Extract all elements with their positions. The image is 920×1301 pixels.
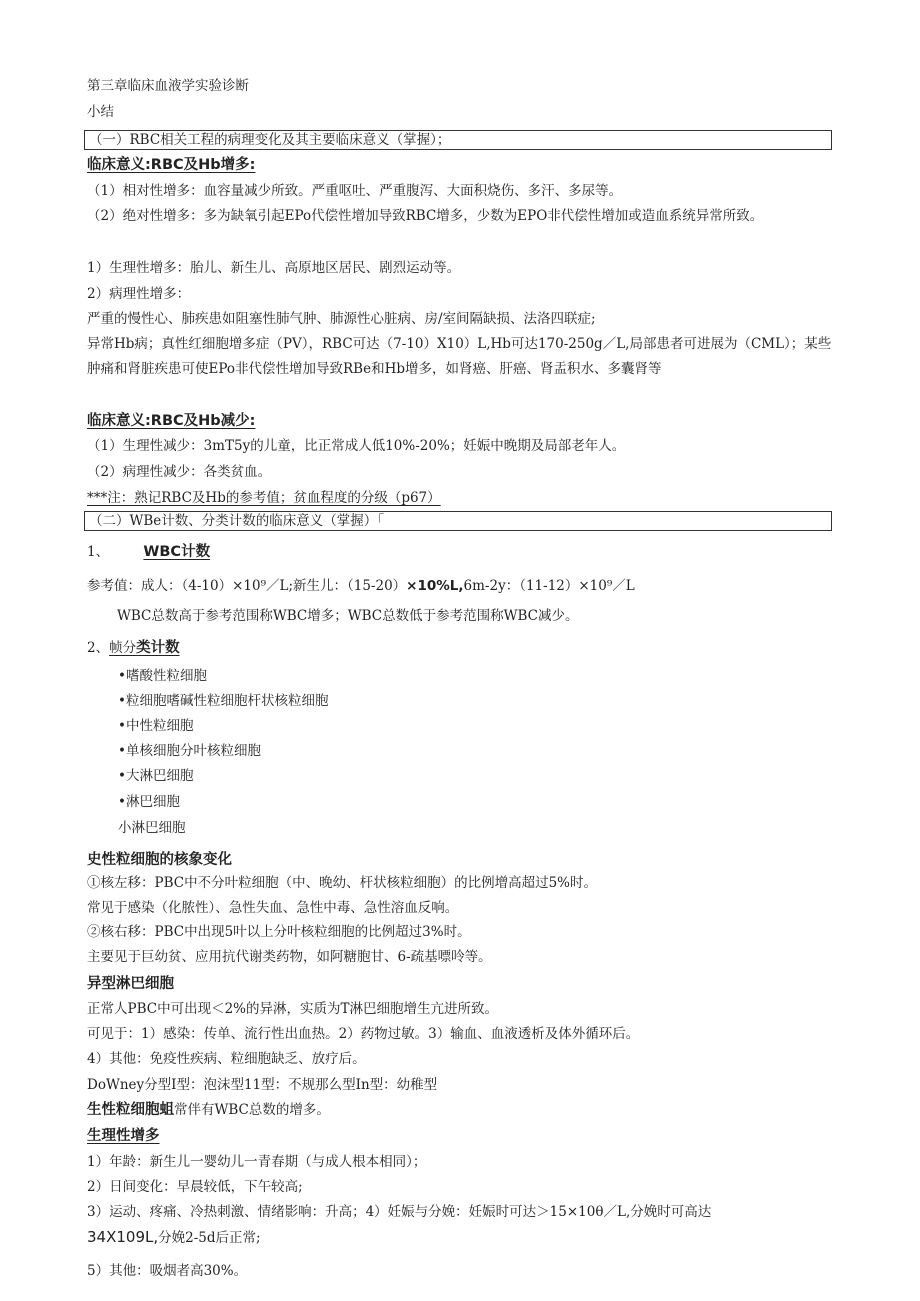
rbc-decrease-heading: 临床意义:RBC及Hb减少:	[87, 413, 256, 429]
ref-values-part-c: 6m-2y：（11-12）×10⁹／L	[463, 578, 635, 594]
atyp-line-3: 4）其他：免疫性疾病、粒细胞缺乏、放疗后。	[87, 1051, 366, 1067]
rbc-inc-line-5: 严重的慢性心、肺疾患如阻塞性肺气肿、肺源性心脏病、房/室间隔缺损、法洛四联症;	[87, 311, 596, 327]
phys-line-5: 5）其他：吸烟者高30%。	[87, 1263, 248, 1279]
rbc-dec-line-1: （1）生理性减少：3mT5y的儿童，比正常成人低10%-20%；妊娠中晚期及局部老年人。	[87, 438, 626, 454]
cell-item-7: 小淋巴细胞	[118, 820, 186, 836]
phys-line-1: 1）年龄：新生儿一婴幼儿一青春期（与成人根本相同）；	[87, 1154, 427, 1170]
diff-count-heading-row	[87, 639, 180, 657]
wbc-count-heading: WBC计数	[143, 544, 211, 560]
neutrophil-row	[87, 1101, 330, 1119]
wbc-reference-values	[87, 577, 635, 595]
diff-count-heading-a: 帧分	[109, 640, 137, 656]
cell-item-5: •大淋巴细胞	[118, 768, 194, 784]
wbc-count-heading-row	[87, 543, 210, 561]
phys-line-3: 3）运动、疼痛、冷热刺激、情绪影响：升高；4）妊娠与分娩：妊娠时可达＞15×10θ／L,分娩时可高达	[87, 1204, 712, 1220]
section2-box-text: （二）WBe计数、分类计数的临床意义（掌握）「	[89, 513, 385, 529]
ref-values-part-a: 参考值：成人：（4-10）×10⁹／L;新生儿：（15-20）	[87, 578, 407, 594]
neutrophil-heading: 生性粒细胞蛆	[87, 1102, 174, 1118]
diff-count-heading-b: 类计数	[136, 640, 180, 656]
shift-line-4: 主要见于巨幼贫、应用抗代谢类药物，如阿糖胞甘、6-疏基嘌呤等。	[87, 949, 492, 965]
phys-line-2: 2）日间变化：早晨较低，下午较高;	[87, 1179, 303, 1195]
atyp-line-4: DoWney分型Ⅰ型：泡沫型11型：不规那么型In型：幼稚型	[87, 1077, 438, 1093]
rbc-dec-line-2: （2）病理性减少：各类贫血。	[87, 464, 272, 480]
shift-line-1: ①核左移：PBC中不分叶粒细胞（中、晚幼、杆状核粒细胞）的比例增高超过5%时。	[87, 875, 597, 891]
neutrophil-text: 常伴有WBC总数的增多。	[174, 1102, 330, 1118]
phys-cont-text: 分娩2-5d后正常;	[158, 1230, 261, 1246]
rbc-inc-line-6: 异常Hb病；真性红细胞增多症（PV），RBC可达（7-10）X10）L,Hb可达170-250g／L,局部患者可进展为（CML）；某些肿痛和肾脏疾患可使EPo非代偿性增加导致RBe和Hb增多，如肾癌、肝癌、肾盂积水、多囊肾等	[87, 336, 832, 377]
cell-item-2: •粒细胞嗜碱性粒细胞杆状核粒细胞	[118, 693, 329, 709]
phys-cont-value: 34X109L,	[87, 1228, 159, 1246]
atyp-line-1: 正常人PBC中可出现＜2%的异淋，实质为T淋巴细胞增生亢进所致。	[87, 1001, 499, 1017]
diff-count-number: 2、	[87, 640, 110, 656]
wbc-count-number: 1、	[87, 544, 110, 560]
phys-line-3-cont	[87, 1228, 261, 1247]
cell-item-1: •嗜酸性粒细胞	[118, 668, 207, 684]
section1-box-text: （一）RBC相关工程的病理变化及其主要临床意义（掌握）；	[89, 132, 451, 148]
shift-line-2: 常见于感染（化脓性）、急性失血、急性中毒、急性溶血反响。	[87, 900, 459, 916]
rbc-inc-line-2: （2）绝对性增多：多为缺氧引起EPo代偿性增加导致RBC增多，少数为EPO非代偿性增加或造血系统异常所致。	[87, 208, 764, 224]
atypical-lymph-heading: 异型淋巴细胞	[87, 976, 174, 992]
nuclear-shift-heading: 史性粒细胞的核象变化	[87, 852, 232, 868]
rbc-inc-line-1: （1）相对性增多：血容量减少所致。严重呕吐、严重腹泻、大面积烧伤、多汗、多尿等。	[87, 183, 623, 199]
cell-item-3: •中性粒细胞	[118, 718, 194, 734]
section1-box	[84, 130, 832, 150]
shift-line-3: ②核右移：PBC中出现5叶以上分叶核粒细胞的比例超过3%时。	[87, 924, 471, 940]
cell-item-4: •单核细胞分叶核粒细胞	[118, 743, 261, 759]
ref-values-part-b: ×10%L,	[406, 578, 464, 594]
summary-label: 小结	[87, 104, 114, 120]
chapter-title: 第三章临床血液学实验诊断	[87, 78, 249, 94]
rbc-inc-line-4: 2）病理性增多：	[87, 286, 191, 302]
rbc-inc-line-3: 1）生理性增多：胎儿、新生儿、高原地区居民、剧烈运动等。	[87, 260, 461, 276]
section2-box	[84, 511, 832, 531]
atyp-line-2: 可见于：1）感染：传单、流行性出血热。2）药物过敏。3）输血、血液透析及体外循环后。	[87, 1026, 640, 1042]
rbc-increase-heading: 临床意义:RBC及Hb增多:	[87, 157, 256, 173]
cell-item-6: •淋巴细胞	[118, 794, 180, 810]
physiological-increase-heading: 生理性增多	[87, 1128, 160, 1144]
reference-note: ***注：熟记RBC及Hb的参考值；贫血程度的分级（p67）	[87, 490, 441, 506]
wbc-range-note: WBC总数高于参考范围称WBC增多；WBC总数低于参考范围称WBC减少。	[117, 608, 579, 624]
